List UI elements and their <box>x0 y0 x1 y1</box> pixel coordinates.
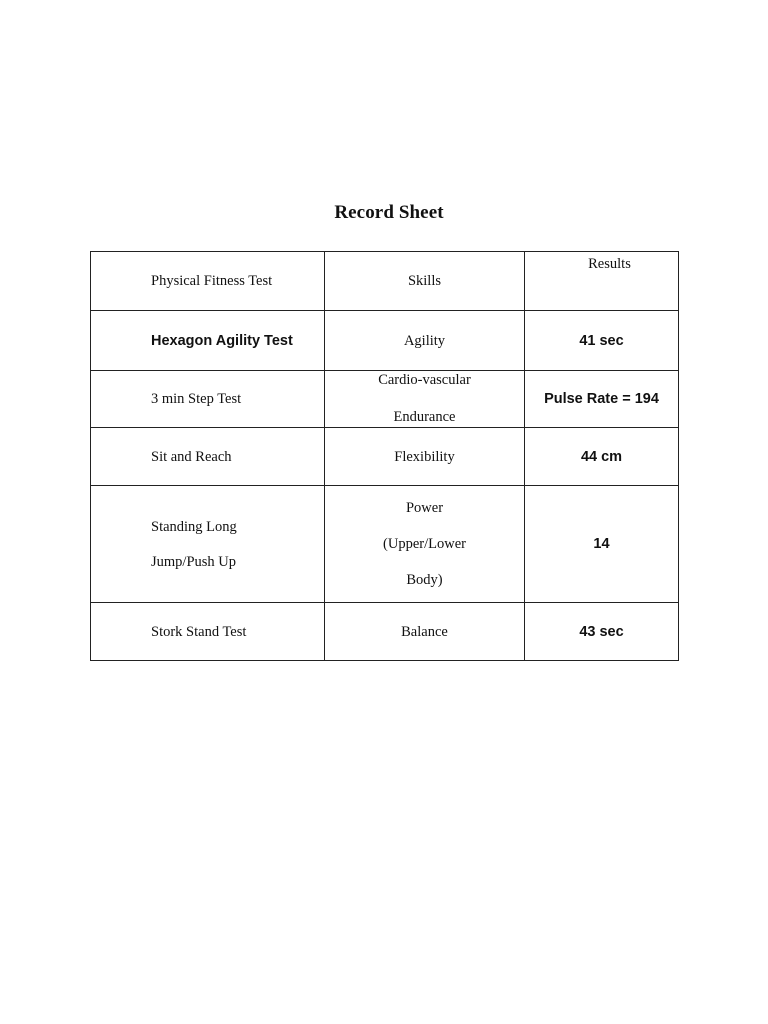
skill-line: Body) <box>406 572 443 588</box>
test-name: Stork Stand Test <box>91 603 325 661</box>
table-row <box>91 486 679 603</box>
header-results <box>525 252 679 311</box>
header-results-label: Results <box>588 256 631 272</box>
header-test: Physical Fitness Test <box>91 252 325 311</box>
table-row <box>91 311 679 371</box>
skill-line: Endurance <box>393 409 456 425</box>
skill-name: Balance <box>325 603 525 661</box>
result-value: 14 <box>525 486 679 603</box>
result-value: 44 cm <box>525 428 679 486</box>
skill-line: Cardio-vascular <box>378 372 471 388</box>
result-value: Pulse Rate = 194 <box>525 371 679 428</box>
result-value: 41 sec <box>525 311 679 371</box>
result-value: 43 sec <box>525 603 679 661</box>
skill-name: Agility <box>325 311 525 371</box>
document-title: Record Sheet <box>334 202 444 223</box>
skill-name <box>325 486 525 603</box>
test-name: Sit and Reach <box>91 428 325 486</box>
table-row <box>91 371 679 428</box>
table-header-row <box>91 252 679 311</box>
test-name: Hexagon Agility Test <box>91 311 325 371</box>
table-row <box>91 603 679 661</box>
test-line: Standing Long <box>151 518 237 535</box>
skill-name: Flexibility <box>325 428 525 486</box>
skill-line: (Upper/Lower <box>383 536 466 552</box>
skill-name <box>325 371 525 428</box>
test-name: 3 min Step Test <box>91 371 325 428</box>
skill-line: Power <box>405 500 444 516</box>
record-table <box>90 251 679 661</box>
test-line: Jump/Push Up <box>151 553 237 570</box>
test-name <box>91 486 325 603</box>
header-skills: Skills <box>325 252 525 311</box>
table-row <box>91 428 679 486</box>
